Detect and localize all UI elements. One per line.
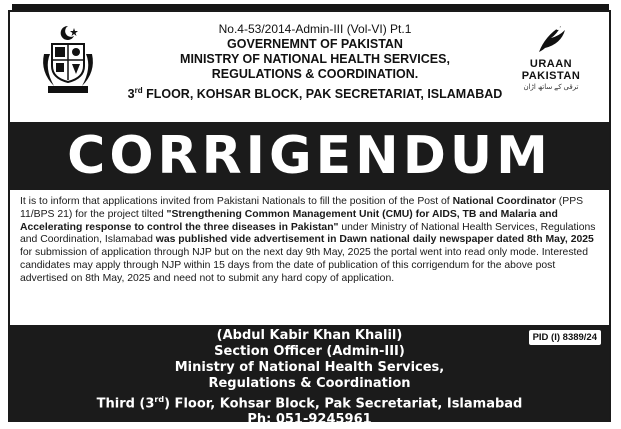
- officer-name: (Abdul Kabir Khan Khalil): [216, 328, 403, 343]
- state-emblem-icon: [38, 24, 98, 96]
- notice-body: It is to inform that applications invited from Pakistani Nationals to fill the position of the Post of National Coordinator (PPS 11/BPS 21) for the project tilted "Strengthening Common Management Unit (CMU) for AIDS, TB and Malaria and Accelerating response to control the three diseases in Pakistan" under Ministry of National Health Services, Regulations and Coordination, Islamabad was published vide advertisement in Dawn national daily newspaper dated 8th May, 2025 for submission of application through NJP but on the next day 9th May, 2025 the portal went into read only mode. Interested candidates may apply through NJP within 15 days from the date of publication of this corrigendum for the above post advertised on 8th May, 2025 and need not to submit any hard copy of application.: [20, 196, 596, 284]
- uraan-pakistan-logo: [511, 18, 591, 108]
- footer-ministry: Ministry of National Health Services,: [174, 360, 445, 375]
- notice-header: [10, 12, 609, 120]
- reference-number: No.4-53/2014-Admin-III (Vol-VI) Pt.1: [218, 22, 412, 36]
- pid-badge: PID (I) 8389/24: [529, 330, 601, 345]
- logo-line2: PAKISTAN: [521, 70, 581, 82]
- notice-frame: [8, 10, 611, 428]
- ministry-title: MINISTRY OF NATIONAL HEALTH SERVICES,: [180, 52, 450, 66]
- office-address: 3rd FLOOR, KOHSAR BLOCK, PAK SECRETARIAT, ISLAMABAD: [127, 86, 503, 102]
- ministry-title-line2: REGULATIONS & COORDINATION.: [211, 67, 419, 81]
- officer-designation: Section Officer (Admin-III): [214, 344, 405, 359]
- footer-ministry-line2: Regulations & Coordination: [208, 376, 411, 391]
- footer-phone: Ph: 051-9245961: [247, 412, 372, 428]
- notice-title: CORRIGENDUM: [67, 126, 552, 186]
- footer-address: Third (3rd) Floor, Kohsar Block, Pak Secretariat, Islamabad: [96, 395, 523, 412]
- logo-tagline: ترقی کے ساتھ اڑان: [523, 84, 579, 91]
- government-title: GOVERNEMNT OF PAKISTAN: [227, 37, 403, 51]
- title-banner: [10, 122, 609, 190]
- header-text-block: [105, 22, 525, 103]
- signature-block: [10, 325, 609, 428]
- uraan-bird-icon: [531, 18, 571, 58]
- logo-line1: URAAN: [529, 58, 573, 70]
